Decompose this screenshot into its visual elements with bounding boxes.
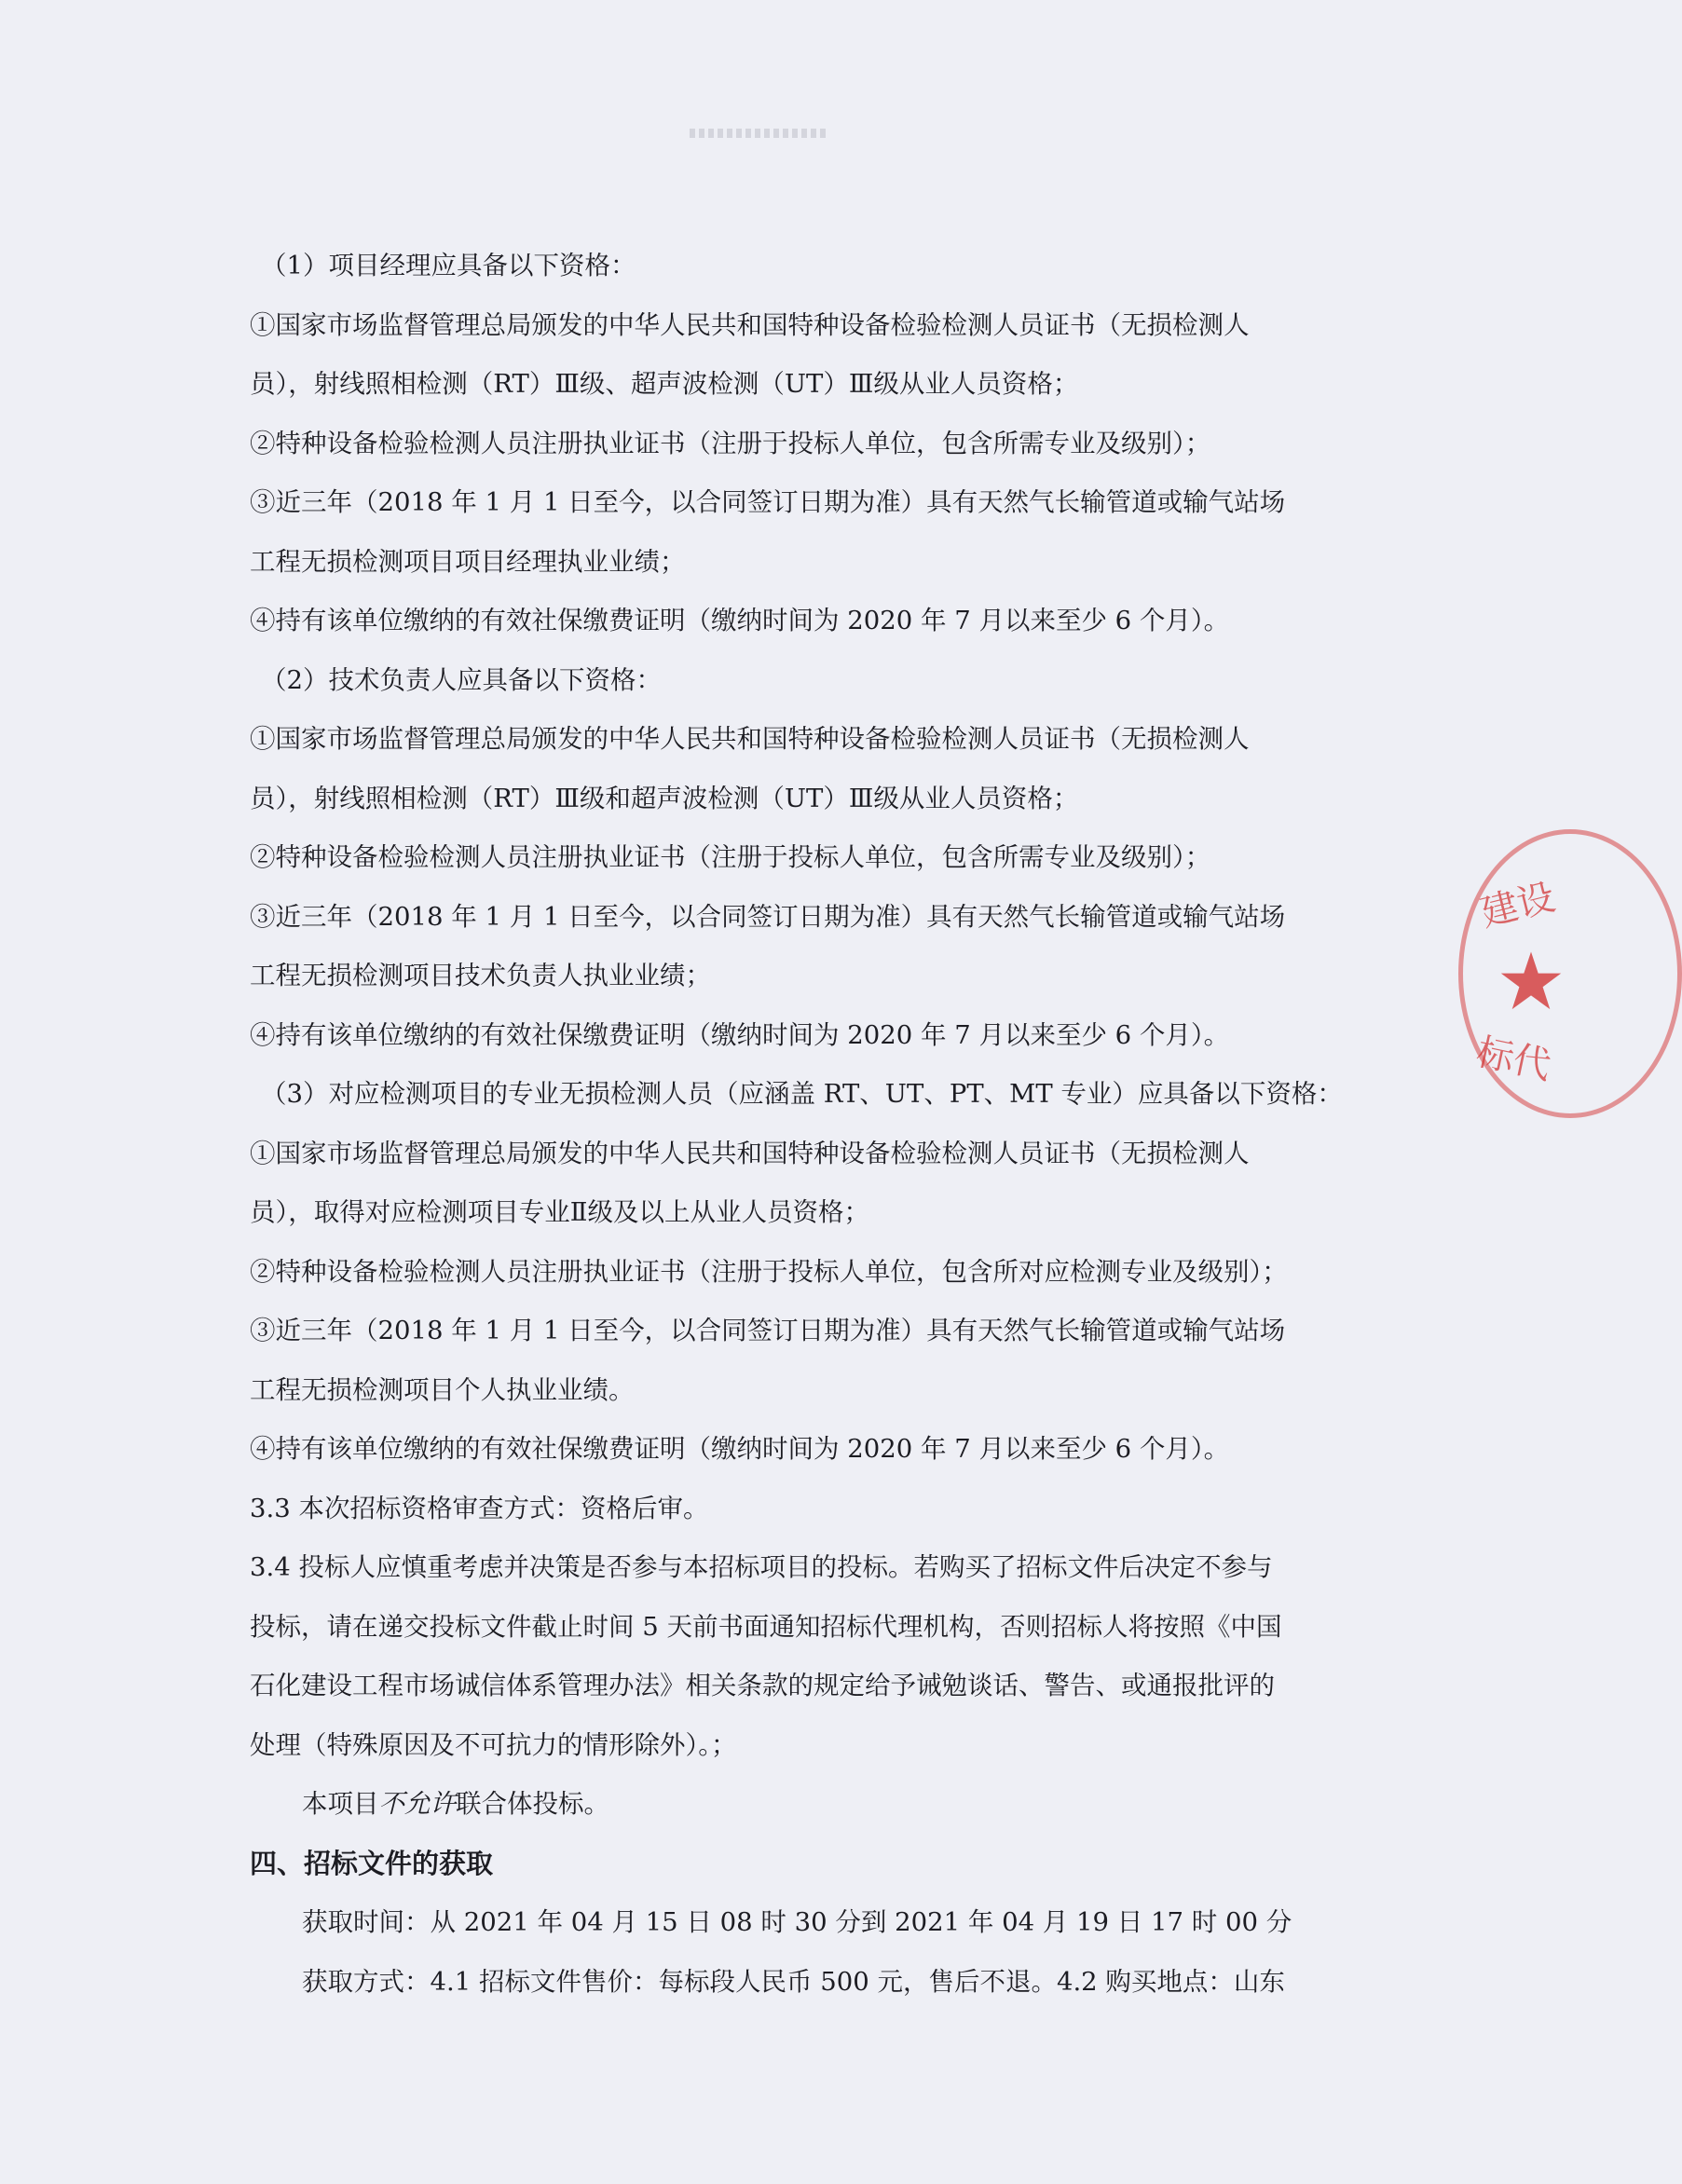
- document-line: ④持有该单位缴纳的有效社保缴费证明（缴纳时间为 2020 年 7 月以来至少 6 个月）。: [250, 606, 1230, 635]
- document-line: 投标，请在递交投标文件截止时间 5 天前书面通知招标代理机构，否则招标人将按照《中国: [250, 1611, 1282, 1642]
- document-line: ③近三年（2018 年 1 月 1 日至今，以合同签订日期为准）具有天然气长输管道或输气站场: [250, 1316, 1286, 1345]
- document-line: 处理（特殊原因及不可抗力的情形除外）。；: [250, 1729, 737, 1760]
- document-body: [250, 237, 1343, 2012]
- document-line: 工程无损检测项目个人执业业绩。: [250, 1374, 635, 1405]
- document-line: ②特种设备检验检测人员注册执业证书（注册于投标人单位，包含所需专业及级别）；: [250, 428, 1211, 458]
- document-line: （2）技术负责人应具备以下资格：: [261, 664, 662, 695]
- consortium-line: [250, 1775, 1297, 1835]
- document-line: （1）项目经理应具备以下资格：: [261, 251, 636, 280]
- consortium-suffix: 联合体投标。: [456, 1789, 609, 1819]
- document-line: 石化建设工程市场诚信体系管理办法》相关条款的规定给予诫勉谈话、警告、或通报批评的: [250, 1671, 1275, 1700]
- document-line: 员），射线照相检测（RT）Ⅲ级、超声波检测（UT）Ⅲ级从业人员资格；: [250, 369, 1079, 399]
- seal-text-top: 建设: [1476, 875, 1560, 935]
- document-line: ③近三年（2018 年 1 月 1 日至今，以合同签订日期为准）具有天然气长输管道或输气站场: [250, 487, 1286, 517]
- faint-header-mark: [690, 129, 829, 138]
- document-line: 3.4 投标人应慎重考虑并决策是否参与本招标项目的投标。若购买了招标文件后决定不参与: [250, 1552, 1273, 1582]
- document-line: ②特种设备检验检测人员注册执业证书（注册于投标人单位，包含所需专业及级别）；: [250, 842, 1211, 872]
- seal-star-icon: [1498, 949, 1564, 1014]
- document-line: ④持有该单位缴纳的有效社保缴费证明（缴纳时间为 2020 年 7 月以来至少 6 个月）。: [250, 1019, 1230, 1050]
- document-line: 工程无损检测项目技术负责人执业业绩；: [250, 961, 711, 990]
- document-line: ③近三年（2018 年 1 月 1 日至今，以合同签订日期为准）具有天然气长输管道或输气站场: [250, 901, 1286, 932]
- document-line: （3）对应检测项目的专业无损检测人员（应涵盖 RT、UT、PT、MT 专业）应具备以下资格：: [261, 1079, 1343, 1109]
- document-line: ①国家市场监督管理总局颁发的中华人民共和国特种设备检验检测人员证书（无损检测人: [250, 724, 1250, 754]
- document-line: ①国家市场监督管理总局颁发的中华人民共和国特种设备检验检测人员证书（无损检测人: [250, 1138, 1250, 1168]
- document-line: 员），取得对应检测项目专业Ⅱ级及以上从业人员资格；: [250, 1197, 869, 1227]
- document-line: ①国家市场监督管理总局颁发的中华人民共和国特种设备检验检测人员证书（无损检测人: [250, 309, 1250, 340]
- document-line: 员），射线照相检测（RT）Ⅲ级和超声波检测（UT）Ⅲ级从业人员资格；: [250, 783, 1079, 813]
- document-line: ④持有该单位缴纳的有效社保缴费证明（缴纳时间为 2020 年 7 月以来至少 6 个月）。: [250, 1434, 1230, 1464]
- section-heading: 四、招标文件的获取: [250, 1847, 494, 1879]
- document-line: ②特种设备检验检测人员注册执业证书（注册于投标人单位，包含所对应检测专业及级别）；: [250, 1256, 1288, 1287]
- document-line: 3.3 本次招标资格审查方式：资格后审。: [250, 1493, 709, 1523]
- acquire-time: 获取时间：从 2021 年 04 月 15 日 08 时 30 分到 2021 年 04 月 19 日 17 时 00 分: [302, 1907, 1292, 1937]
- document-line: 工程无损检测项目项目经理执业业绩；: [250, 546, 686, 577]
- document-lines: [250, 237, 1343, 1775]
- acquire-method: 获取方式：4.1 招标文件售价：每标段人民币 500 元，售后不退。4.2 购买地点：山东: [302, 1966, 1285, 1997]
- seal-text-bottom: 标代: [1472, 1031, 1555, 1088]
- consortium-prefix: 本项目: [302, 1789, 379, 1819]
- consortium-emphasis: 不允许: [378, 1789, 456, 1819]
